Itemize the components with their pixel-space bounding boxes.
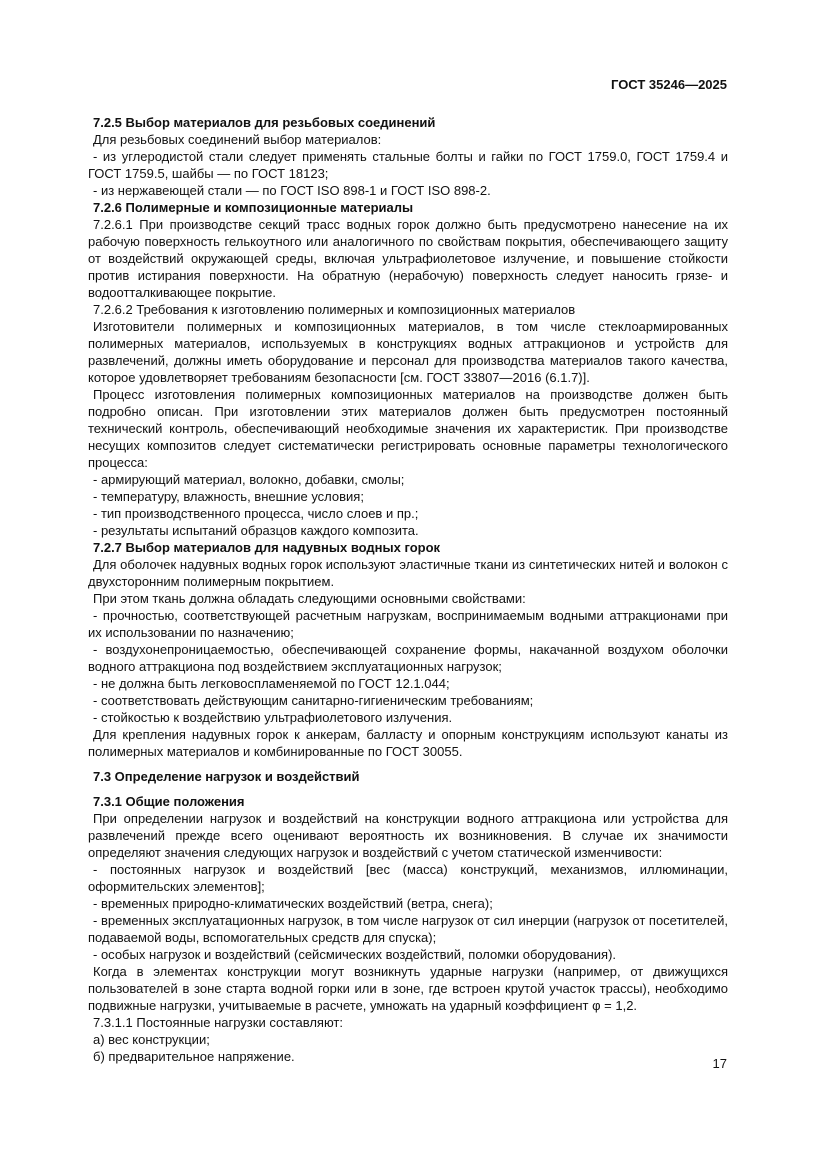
page-number: 17 [712, 1056, 727, 1071]
paragraph: Для оболочек надувных водных горок используют эластичные ткани из синтетических нитей и волокон с двухсторонним полимерным покрытием. [88, 557, 728, 589]
paragraph: б) предварительное напряжение. [93, 1049, 295, 1064]
section-heading: 7.2.5 Выбор материалов для резьбовых соединений [93, 115, 436, 130]
paragraph: Для резьбовых соединений выбор материалов: [93, 132, 382, 147]
paragraph: Изготовители полимерных и композиционных материалов, в том числе стеклоармированных полимерных материалов, используемых в конструкциях водных аттракционов и устройств для развлечений, должны иметь оборудование и персонал для производства материалов такого качества, которое удовлетворяет требованиям безопасности [см. ГОСТ 33807—2016 (6.1.7)]. [88, 319, 728, 385]
paragraph: - постоянных нагрузок и воздействий [вес (масса) конструкций, механизмов, иллюминации, оформительских элементов]; [88, 862, 728, 894]
paragraph: - временных природно-климатических воздействий (ветра, снега); [93, 896, 493, 911]
document-code: ГОСТ 35246—2025 [611, 77, 727, 92]
section-heading: 7.3.1 Общие положения [93, 794, 245, 809]
page-body [88, 114, 728, 1065]
paragraph: - не должна быть легковоспламеняемой по ГОСТ 12.1.044; [93, 676, 450, 691]
paragraph: Когда в элементах конструкции могут возникнуть ударные нагрузки (например, от движущихся пользователей в зоне старта водной горки или в зоне, где встроен крутой участок трассы), необходимо подвижные нагрузки, учитываемые в расчете, умножать на ударный коэффициент φ = 1,2. [88, 964, 728, 1013]
paragraph: 7.2.6.1 При производстве секций трасс водных горок должно быть предусмотрено нанесение на их рабочую поверхность гелькоутного или аналогичного по свойствам покрытия, обеспечивающего защиту от воздействий окружающей среды, включая ультрафиолетовое излучение, и повышение стойкости против истирания поверхности. На обратную (нерабочую) поверхность следует наносить грязе- и водоотталкивающее покрытие. [88, 217, 728, 300]
paragraph: При определении нагрузок и воздействий на конструкции водного аттракциона или устройства для развлечений прежде всего оценивают вероятность их возникновения. В случае их значимости определяют значения следующих нагрузок и воздействий с учетом статической изменчивости: [88, 811, 728, 860]
paragraph: - особых нагрузок и воздействий (сейсмических воздействий, поломки оборудования). [93, 947, 617, 962]
paragraph: - температуру, влажность, внешние условия; [93, 489, 364, 504]
paragraph: - из углеродистой стали следует применять стальные болты и гайки по ГОСТ 1759.0, ГОСТ 1759.4 и ГОСТ 1759.5, шайбы — по ГОСТ 18123; [88, 149, 728, 181]
paragraph: - временных эксплуатационных нагрузок, в том числе нагрузок от сил инерции (нагрузок от посетителей, подаваемой воды, вспомогательных средств для спуска); [88, 913, 728, 945]
paragraph: - прочностью, соответствующей расчетным нагрузкам, воспринимаемым водными аттракционами при их использовании по назначению; [88, 608, 728, 640]
paragraph: При этом ткань должна обладать следующими основными свойствами: [93, 591, 526, 606]
paragraph: - армирующий материал, волокно, добавки, смолы; [93, 472, 405, 487]
paragraph: Процесс изготовления полимерных композиционных материалов на производстве должен быть подробно описан. При изготовлении этих материалов должен быть предусмотрен постоянный технический контроль, обеспечивающий необходимые значения их характеристик. При производстве несущих композитов следует систематически регистрировать основные параметры технологического процесса: [88, 387, 728, 470]
paragraph: 7.2.6.2 Требования к изготовлению полимерных и композиционных материалов [93, 302, 576, 317]
paragraph: - результаты испытаний образцов каждого композита. [93, 523, 419, 538]
paragraph: - стойкостью к воздействию ультрафиолетового излучения. [93, 710, 453, 725]
section-heading: 7.2.6 Полимерные и композиционные материалы [93, 200, 414, 215]
section-heading: 7.3 Определение нагрузок и воздействий [93, 769, 360, 784]
paragraph: - соответствовать действующим санитарно-гигиеническим требованиям; [93, 693, 534, 708]
paragraph: - тип производственного процесса, число слоев и пр.; [93, 506, 419, 521]
paragraph: Для крепления надувных горок к анкерам, балласту и опорным конструкциям используют канаты из полимерных материалов и комбинированные по ГОСТ 30055. [88, 727, 728, 759]
paragraph: - воздухонепроницаемостью, обеспечивающей сохранение формы, накачанной воздухом оболочки водного аттракциона под воздействием эксплуатационных нагрузок; [88, 642, 728, 674]
section-heading: 7.2.7 Выбор материалов для надувных водных горок [93, 540, 441, 555]
paragraph: 7.3.1.1 Постоянные нагрузки составляют: [93, 1015, 343, 1030]
paragraph: - из нержавеющей стали — по ГОСТ ISO 898-1 и ГОСТ ISO 898-2. [93, 183, 491, 198]
paragraph: а) вес конструкции; [93, 1032, 210, 1047]
